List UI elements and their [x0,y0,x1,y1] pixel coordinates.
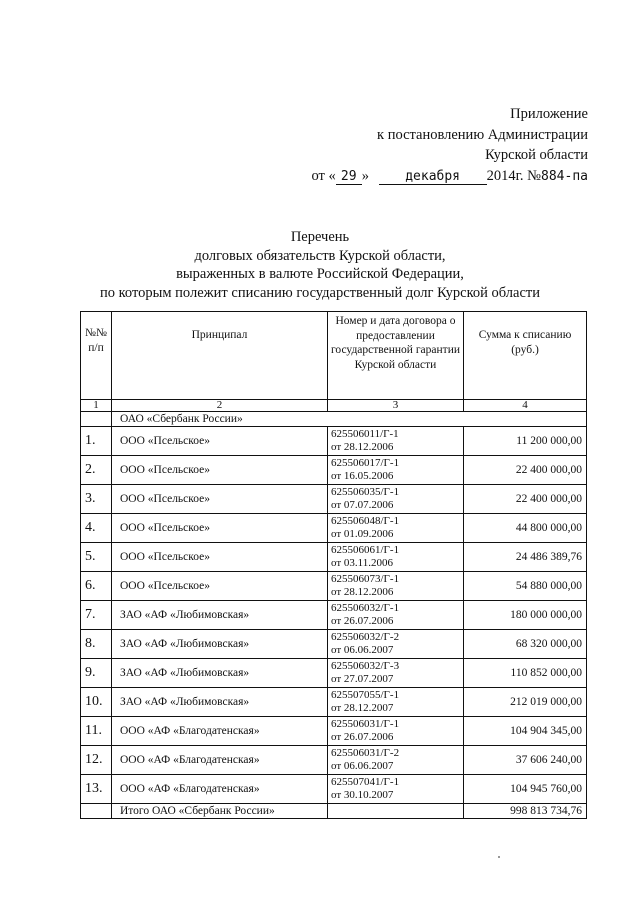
row-contract-date: от 27.07.2007 [331,673,394,685]
row-number: 10. [81,688,112,717]
row-number: 1. [81,427,112,456]
row-contract-number: 625506011/Г-1 [331,428,399,440]
title-line-3: выраженных в валюте Российской Федерации, [176,266,464,282]
date-prefix: от « [311,167,336,184]
row-contract-cell [328,659,464,688]
row-contract-cell [328,717,464,746]
row-contract-cell [328,543,464,572]
row-contract-number: 625506032/Г-2 [331,631,400,643]
appendix-header [311,104,588,187]
row-number: 11. [81,717,112,746]
row-contract-date: от 01.09.2006 [331,528,394,540]
column-number: 4 [464,400,587,412]
date-day: 29 [336,169,362,185]
row-principal: ЗАО «АФ «Любимовская» [112,601,328,630]
table-row [81,717,587,746]
row-contract-number: 625506032/Г-1 [331,602,400,614]
row-contract-number: 625506035/Г-1 [331,486,400,498]
row-contract-number: 625506073/Г-1 [331,573,400,585]
row-number: 9. [81,659,112,688]
date-day-close: » [361,167,369,184]
total-amount: 998 813 734,76 [464,804,587,819]
row-amount: 44 800 000,00 [464,514,587,543]
row-contract-date: от 28.12.2007 [331,702,394,714]
row-principal: ЗАО «АФ «Любимовская» [112,630,328,659]
row-number: 13. [81,775,112,804]
row-contract-number: 625506032/Г-3 [331,660,400,672]
header-contract: Номер и дата договора о предоставлении государственной гарантии Курской области [328,312,464,400]
table-row [81,485,587,514]
row-number: 5. [81,543,112,572]
document-number: 884-па [541,168,588,184]
row-number: 3. [81,485,112,514]
title-line-1: Перечень [290,229,350,245]
row-number: 2. [81,456,112,485]
group-empty-cell [81,412,112,427]
row-amount: 22 400 000,00 [464,485,587,514]
total-empty-cell [328,804,464,819]
row-contract-number: 625506031/Г-1 [331,718,400,730]
header-principal: Принципал [112,312,328,400]
row-contract-date: от 03.11.2006 [331,557,394,569]
row-contract-cell [328,456,464,485]
appendix-label: Приложение [510,106,588,122]
column-number: 2 [112,400,328,412]
row-principal: ООО «Псельское» [112,543,328,572]
header-amount: Сумма к списанию (руб.) [464,312,587,400]
document-title [0,228,640,302]
row-principal: ООО «АФ «Благодатенская» [112,775,328,804]
header-number: №№ п/п [81,312,112,400]
row-amount: 37 606 240,00 [464,746,587,775]
row-principal: ЗАО «АФ «Любимовская» [112,688,328,717]
row-number: 7. [81,601,112,630]
table-row [81,775,587,804]
row-contract-number: 625506048/Г-1 [331,515,400,527]
row-contract-date: от 26.07.2006 [331,615,394,627]
appendix-region: Курской области [485,147,588,163]
row-number: 8. [81,630,112,659]
row-contract-cell [328,427,464,456]
table-row [81,572,587,601]
row-contract-cell [328,688,464,717]
column-number: 1 [81,400,112,412]
row-principal: ООО «АФ «Благодатенская» [112,717,328,746]
table-row [81,543,587,572]
date-year: 2014г. № [486,167,542,184]
row-contract-cell [328,746,464,775]
row-amount: 104 945 760,00 [464,775,587,804]
row-principal: ООО «Псельское» [112,456,328,485]
row-principal: ООО «Псельское» [112,572,328,601]
row-principal: ООО «Псельское» [112,485,328,514]
table-row [81,630,587,659]
total-row [81,804,587,819]
row-amount: 180 000 000,00 [464,601,587,630]
row-amount: 22 400 000,00 [464,456,587,485]
title-line-4: по которым полежит списанию государственный долг Курской области [99,284,541,301]
row-number: 4. [81,514,112,543]
row-contract-date: от 28.12.2006 [331,441,394,453]
appendix-date-line [311,166,588,188]
row-contract-cell [328,775,464,804]
row-number: 12. [81,746,112,775]
table-row [81,601,587,630]
date-month: декабря [379,169,487,185]
row-contract-cell [328,630,464,659]
row-amount: 104 904 345,00 [464,717,587,746]
total-empty-cell [81,804,112,819]
row-contract-date: от 30.10.2007 [331,789,394,801]
row-contract-cell [328,514,464,543]
row-contract-cell [328,601,464,630]
row-contract-date: от 16.05.2006 [331,470,394,482]
row-contract-number: 625506061/Г-1 [331,544,400,556]
row-contract-date: от 07.07.2006 [331,499,394,511]
table-row [81,456,587,485]
title-line-2: долговых обязательств Курской области, [194,247,446,264]
row-principal: ООО «Псельское» [112,514,328,543]
column-numbers-row [81,400,587,412]
row-contract-cell [328,572,464,601]
row-amount: 11 200 000,00 [464,427,587,456]
group-row [81,412,587,427]
row-number: 6. [81,572,112,601]
scan-speck [498,856,500,858]
row-contract-number: 625507041/Г-1 [331,776,400,788]
row-amount: 212 019 000,00 [464,688,587,717]
row-contract-number: 625507055/Г-1 [331,689,400,701]
table-row [81,688,587,717]
row-amount: 54 880 000,00 [464,572,587,601]
row-principal: ООО «АФ «Благодатенская» [112,746,328,775]
row-contract-date: от 26.07.2006 [331,731,394,743]
row-contract-cell [328,485,464,514]
table-row [81,427,587,456]
column-number: 3 [328,400,464,412]
row-principal: ООО «Псельское» [112,427,328,456]
total-label: Итого ОАО «Сбербанк России» [112,804,328,819]
row-contract-number: 625506017/Г-1 [331,457,400,469]
appendix-resolution: к постановлению Администрации [377,126,588,143]
row-contract-date: от 06.06.2007 [331,760,394,772]
table-header-row [81,312,587,400]
row-principal: ЗАО «АФ «Любимовская» [112,659,328,688]
row-amount: 68 320 000,00 [464,630,587,659]
row-contract-date: от 06.06.2007 [331,644,394,656]
debt-table [80,311,587,819]
table-row [81,746,587,775]
row-amount: 24 486 389,76 [464,543,587,572]
table-row [81,659,587,688]
group-title: ОАО «Сбербанк России» [112,412,587,427]
table-row [81,514,587,543]
row-amount: 110 852 000,00 [464,659,587,688]
row-contract-number: 625506031/Г-2 [331,747,400,759]
row-contract-date: от 28.12.2006 [331,586,394,598]
